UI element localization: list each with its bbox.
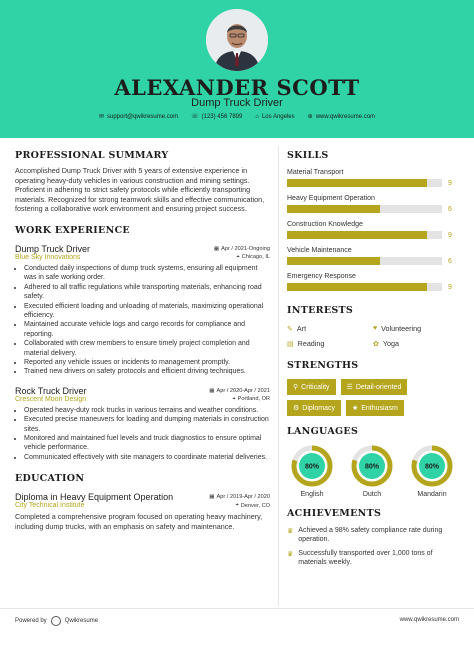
skill-level: 9: [448, 231, 452, 239]
skill-bar-fill: [287, 231, 427, 239]
job-bullets: [15, 406, 270, 462]
list-icon: ☰: [346, 384, 353, 391]
skill-bar: [287, 205, 442, 213]
contact-website[interactable]: [308, 113, 375, 120]
calendar-icon: ▦: [209, 494, 215, 501]
job-dates: [209, 388, 270, 394]
skill-level: 6: [448, 205, 452, 213]
strengths-heading: STRENGTHS: [287, 360, 359, 371]
contact-bar: [0, 113, 474, 120]
skill-name: Emergency Response: [287, 273, 356, 280]
footer-website[interactable]: www.qwikresume.com: [399, 617, 459, 623]
job-company: Blue Sky Innovations: [15, 253, 81, 261]
strength-tag: [287, 379, 336, 395]
candidate-name: ALEXANDER SCOTT: [114, 75, 360, 100]
job-bullets: [15, 264, 270, 377]
list-item: • Executed efficient loading and unloading of materials, maximizing operational efficiency.: [24, 302, 270, 321]
skill-bar-fill: [287, 283, 427, 291]
list-item: • Reported any vehicle issues or incidents to management promptly.: [24, 358, 270, 367]
candidate-title: Dump Truck Driver: [191, 97, 283, 109]
summary-heading: PROFESSIONAL SUMMARY: [15, 150, 169, 161]
language-percent: 80%: [424, 463, 440, 471]
job-dates-text: Apr / 2020-Apr / 2021: [216, 387, 270, 394]
phone-icon: ☏: [191, 114, 199, 120]
handshake-icon: ♥: [373, 325, 378, 332]
trophy-icon: ♛: [287, 550, 294, 558]
languages-list: [287, 445, 457, 498]
job-location: [233, 396, 271, 403]
strength-label: Detail-oriented: [355, 383, 402, 391]
degree-title: Diploma in Heavy Equipment Operation: [15, 492, 174, 503]
mail-icon: ✉: [98, 114, 104, 120]
strength-label: Enthusiasm: [361, 404, 398, 412]
contact-email[interactable]: [99, 113, 178, 120]
list-item: • Maintained accurate vehicle logs and cargo records for compliance and reporting.: [24, 320, 270, 339]
job-dates: [214, 246, 270, 252]
location-icon: ⌂: [255, 113, 259, 120]
job-entry: [15, 386, 270, 462]
list-item: • Collaborated with crew members to ensure timely project completion and material delivery.: [24, 339, 270, 358]
education-heading: EDUCATION: [15, 473, 85, 485]
brand-name[interactable]: Qwikresume: [64, 618, 99, 624]
list-item: • Conducted daily inspections of dump truck systems, ensuring all equipment was in safe working order.: [24, 264, 270, 283]
contact-location: [255, 113, 294, 120]
language-ring: [411, 445, 453, 487]
interest-item: [373, 324, 459, 333]
contact-phone[interactable]: [191, 113, 242, 120]
skill-item: [287, 273, 459, 291]
achievement-text: Successfully transported over 1,000 tons of materials weekly.: [298, 549, 433, 567]
education-dates: [209, 494, 270, 500]
right-column: [287, 150, 459, 568]
language-label: Mandarin: [417, 491, 447, 498]
contact-phone-text: (123) 456 7899: [201, 113, 243, 120]
contact-location-text: Los Angeles: [261, 113, 295, 120]
language-percent: 80%: [304, 463, 320, 471]
education-entry: [15, 492, 270, 531]
interest-label: Art: [296, 324, 307, 333]
skills-list: [287, 169, 459, 291]
achievement-item: [287, 526, 459, 545]
location-icon: ⌖: [232, 395, 236, 402]
job-title: Dump Truck Driver: [15, 243, 91, 254]
skill-item: [287, 195, 459, 213]
footer: [0, 608, 474, 634]
interest-label: Volunteering: [381, 324, 422, 333]
gear-icon: ⚙: [293, 405, 300, 412]
achievement-item: [287, 549, 459, 568]
skill-bar: [287, 283, 442, 291]
interests-list: [287, 324, 459, 348]
strength-label: Criticality: [301, 383, 330, 391]
achievement-text: Achieved a 98% safety compliance rate during operation.: [298, 527, 443, 544]
book-icon: ▤: [287, 340, 294, 348]
language-percent: 80%: [364, 463, 380, 471]
location-icon: ⌖: [235, 502, 239, 509]
skills-heading: SKILLS: [287, 150, 329, 161]
resume-header: [0, 0, 474, 138]
language-label: Dutch: [362, 491, 382, 498]
strength-tag: [287, 400, 341, 416]
skill-bar-fill: [287, 179, 427, 187]
interest-item: [373, 339, 459, 348]
skill-name: Heavy Equipment Operation: [287, 195, 375, 202]
languages-heading: LANGUAGES: [287, 426, 359, 437]
strength-tag: [346, 400, 404, 416]
achievements-heading: ACHIEVEMENTS: [287, 508, 382, 519]
education-dates-text: Apr / 2019-Apr / 2020: [216, 494, 270, 501]
search-icon: ⚲: [293, 384, 299, 391]
interest-item: [287, 324, 373, 333]
school-name: City Technical Institute: [15, 502, 85, 510]
job-title: Rock Truck Driver: [15, 385, 87, 396]
skill-bar: [287, 231, 442, 239]
list-item: • Executed precise maneuvers for loading and dumping materials in construction sites.: [24, 415, 270, 434]
job-location-text: Portland, OR: [237, 396, 270, 403]
interest-label: Yoga: [382, 339, 400, 348]
job-dates-text: Apr / 2021-Ongoing: [221, 245, 270, 252]
palette-icon: ✎: [287, 325, 293, 333]
skill-name: Construction Knowledge: [287, 221, 363, 228]
trophy-icon: ♛: [287, 528, 294, 535]
list-item: • Monitored and maintained fuel levels and truck diagnostics to ensure optimal vehicle performance.: [24, 434, 270, 453]
education-text: Completed a comprehensive program focused on operating heavy machinery, including dump trucks, with an emphasis on safety and maintenance.: [15, 512, 263, 531]
language-item: [407, 445, 457, 498]
skill-bar: [287, 257, 442, 265]
skill-level: 6: [448, 257, 452, 265]
interests-heading: INTERESTS: [287, 305, 354, 316]
language-label: English: [300, 491, 324, 498]
interest-item: [287, 339, 373, 348]
strengths-list: [287, 379, 459, 416]
job-company: Crescent Moon Design: [15, 395, 87, 403]
avatar: [206, 9, 268, 71]
education-location-text: Denver, CO: [240, 502, 270, 509]
contact-website-text: www.qwikresume.com: [315, 113, 376, 120]
skill-level: 9: [448, 283, 452, 291]
language-item: [347, 445, 397, 498]
job-location-text: Chicago, IL: [241, 254, 270, 261]
list-item: • Communicated effectively with site managers to coordinate material deliveries.: [24, 453, 270, 462]
language-ring: [351, 445, 393, 487]
skill-bar-fill: [287, 205, 380, 213]
yoga-icon: ✿: [373, 340, 379, 348]
job-location: [237, 254, 270, 261]
contact-email-text: support@qwikresume.com: [106, 113, 179, 120]
language-item: [287, 445, 337, 498]
calendar-icon: ▦: [209, 387, 215, 394]
language-ring: [291, 445, 333, 487]
list-item: • Operated heavy-duty rock trucks in various terrains and weather conditions.: [24, 406, 270, 415]
location-icon: ⌖: [236, 253, 240, 260]
list-item: • Adhered to all traffic regulations while transporting materials, enhancing road safety.: [24, 283, 270, 302]
powered-by: [15, 616, 98, 626]
job-entry: [15, 244, 270, 377]
skill-item: [287, 169, 459, 187]
strength-label: Diplomacy: [302, 404, 335, 412]
skill-level: 9: [448, 179, 452, 187]
list-item: • Trained new drivers on safety protocols and efficient driving techniques.: [24, 367, 270, 376]
strength-tag: [341, 379, 408, 395]
skill-item: [287, 247, 459, 265]
summary-text: Accomplished Dump Truck Driver with 5 years of extensive experience in operating heavy-duty vehicles in various construction and mining settings. Proficient in adhering to strict safety protocols while efficiently transporting materials. Recognized for strong teamwork skills and effective communication, fostering a collaborative work environment and ensuring project success.: [15, 166, 265, 214]
column-divider: [278, 146, 279, 606]
interest-label: Reading: [297, 339, 325, 348]
experience-heading: WORK EXPERIENCE: [15, 224, 130, 236]
calendar-icon: ▦: [213, 245, 220, 252]
skill-item: [287, 221, 459, 239]
web-icon: ⊕: [307, 114, 313, 120]
skill-name: Vehicle Maintenance: [287, 247, 352, 254]
powered-label: Powered by: [15, 618, 47, 624]
left-column: [15, 150, 270, 531]
skill-name: Material Transport: [287, 169, 344, 176]
qwikresume-logo-icon: [51, 616, 61, 626]
star-icon: ★: [351, 405, 359, 412]
education-location: [236, 502, 270, 509]
skill-bar: [287, 179, 442, 187]
skill-bar-fill: [287, 257, 380, 265]
